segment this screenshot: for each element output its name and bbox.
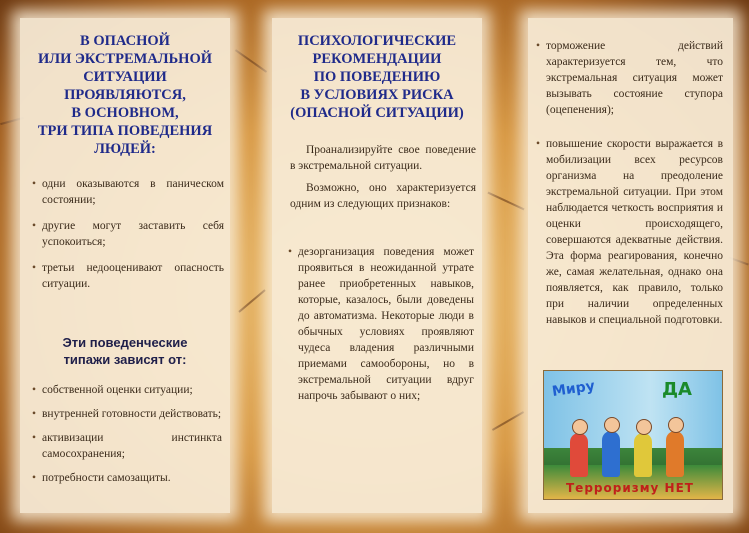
list-item: • собственной оценки ситуации;: [32, 382, 222, 398]
reactions-list: [536, 38, 723, 328]
list-item: • повышение скорости выражается в мобилизации всех ресурсов организма на преодоление экстремальной ситуации. При этом наблюдается четкость восприятия и оценки происходящего, совершаются адекватные действия. Эта форма реагирования, конечно же, самая желательная, однако она появляется, как правило, только при наличии определенных навыков и специальной подготовки.: [536, 136, 723, 328]
list-item: • одни оказываются в паническом состоянии;: [32, 176, 224, 208]
list-item: • дезорганизация поведения может проявиться в неожиданной утрате ранее приобретенных навыков, которые, казалось, были доведены до автоматизма. Некоторые люди в обычных условиях проявляют чудеса владения различными приемами самообороны, но в экстремальной ситуации вдруг напрочь забывают о них;: [288, 244, 474, 404]
panel-reactions: [528, 18, 733, 513]
behavior-types-list: [32, 176, 224, 292]
list-item: • другие могут заставить себя успокоиться;: [32, 218, 224, 250]
crack-decoration: [238, 289, 265, 312]
list-item: • внутренней готовности действовать;: [32, 406, 222, 422]
panel1-subtitle: Эти поведенческие типажи зависят от:: [62, 335, 188, 367]
list-item: • третьи недооценивают опасность ситуации.: [32, 260, 224, 292]
panel2-title: ПСИХОЛОГИЧЕСКИЕ РЕКОМЕНДАЦИИ ПО ПОВЕДЕНИЮ В УСЛОВИЯХ РИСКА (ОПАСНОЙ СИТУАЦИИ): [290, 33, 464, 121]
children-drawing-image: [543, 370, 723, 500]
child-figure: [570, 433, 588, 477]
factors-list: [32, 382, 222, 486]
intro-paragraph-2: Возможно, оно характеризуется одним из следующих признаков:: [290, 182, 476, 210]
child-figure: [602, 431, 620, 477]
child-figure: [634, 433, 652, 477]
list-item: • торможение действий характеризуется тем, что экстремальная ситуация может вызывать состояние ступора (оцепенения);: [536, 38, 723, 118]
child-figure: [666, 431, 684, 477]
crack-decoration: [492, 411, 524, 431]
signs-list: [288, 244, 474, 404]
drawing-text-terrorism-no: Терроризму НЕТ: [566, 481, 694, 495]
panel-recommendations: [272, 18, 482, 513]
crack-decoration: [235, 49, 267, 72]
intro-paragraph: Проанализируйте свое поведение в экстремальной ситуации.: [290, 144, 476, 172]
list-item: • потребности самозащиты.: [32, 470, 222, 486]
drawing-text-peace: Миру: [551, 378, 596, 400]
drawing-text-yes: ДА: [662, 379, 692, 400]
panel1-title: В ОПАСНОЙ ИЛИ ЭКСТРЕМАЛЬНОЙ СИТУАЦИИ ПРОЯВЛЯЮТСЯ, В ОСНОВНОМ, ТРИ ТИПА ПОВЕДЕНИЯ ЛЮДЕЙ:: [37, 33, 213, 157]
panel-behavior-types: [20, 18, 230, 513]
list-item: • активизации инстинкта самосохранения;: [32, 430, 222, 462]
crack-decoration: [487, 192, 524, 211]
